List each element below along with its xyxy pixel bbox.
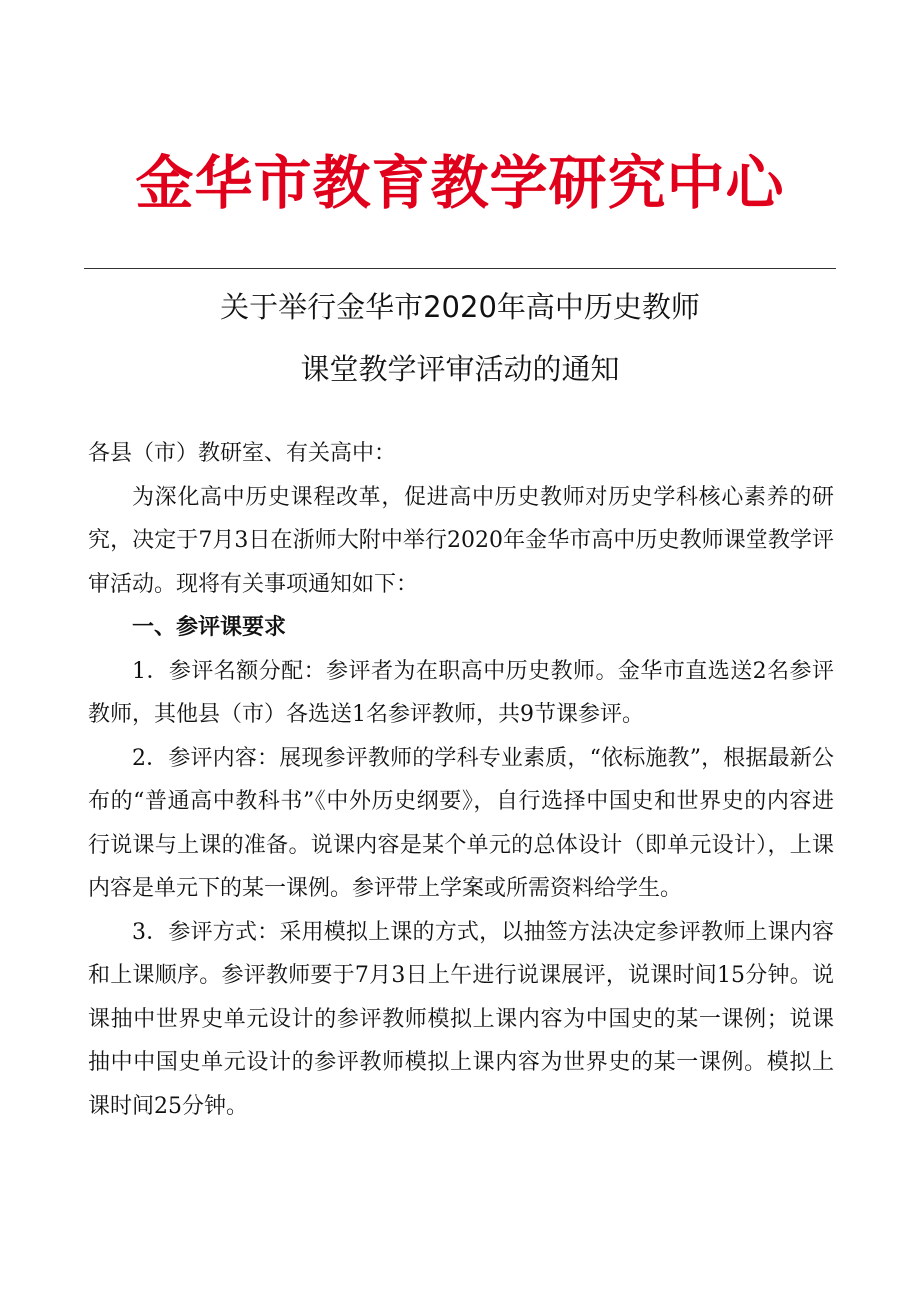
requirement-item-2: 2．参评内容：展现参评教师的学科专业素质，“依标施教”，根据最新公布的“普通高中教科书”《中外历史纲要》，自行选择中国史和世界史的内容进行说课与上课的准备。说课内容是某个单元的总体设计（即单元设计），上课内容是单元下的某一课例。参评带上学案或所需资料给学生。 — [88, 745, 834, 901]
notice-title-line-1: 关于举行金华市2020年高中历史教师 — [220, 290, 700, 324]
section-heading: 一、参评课要求 — [132, 614, 287, 640]
salutation: 各县（市）教研室、有关高中： — [88, 441, 397, 466]
requirement-item-3: 3．参评方式：采用模拟上课的方式，以抽签方法决定参评教师上课内容和上课顺序。参评教师要于7月3日上午进行说课展评，说课时间15分钟。说课抽中世界史单元设计的参评教师模拟上课内容为中国史的某一课例；说课抽中中国史单元设计的参评教师模拟上课内容为世界史的某一课例。模拟上课时间25分钟。 — [88, 919, 834, 1119]
notice-body — [88, 432, 834, 1128]
intro-paragraph: 为深化高中历史课程改革，促进高中历史教师对历史学科核心素养的研究，决定于7月3日在浙师大附中举行2020年金华市高中历史教师课堂教学评审活动。现将有关事项通知如下： — [88, 484, 834, 597]
masthead-title: 金华市教育教学研究中心 — [135, 149, 785, 217]
header-divider — [84, 268, 836, 269]
notice-title-line-2: 课堂教学评审活动的通知 — [300, 352, 620, 386]
requirement-item-1: 1．参评名额分配：参评者为在职高中历史教师。金华市直选送2名参评教师，其他县（市）各选送1名参评教师，共9节课参评。 — [88, 658, 834, 727]
